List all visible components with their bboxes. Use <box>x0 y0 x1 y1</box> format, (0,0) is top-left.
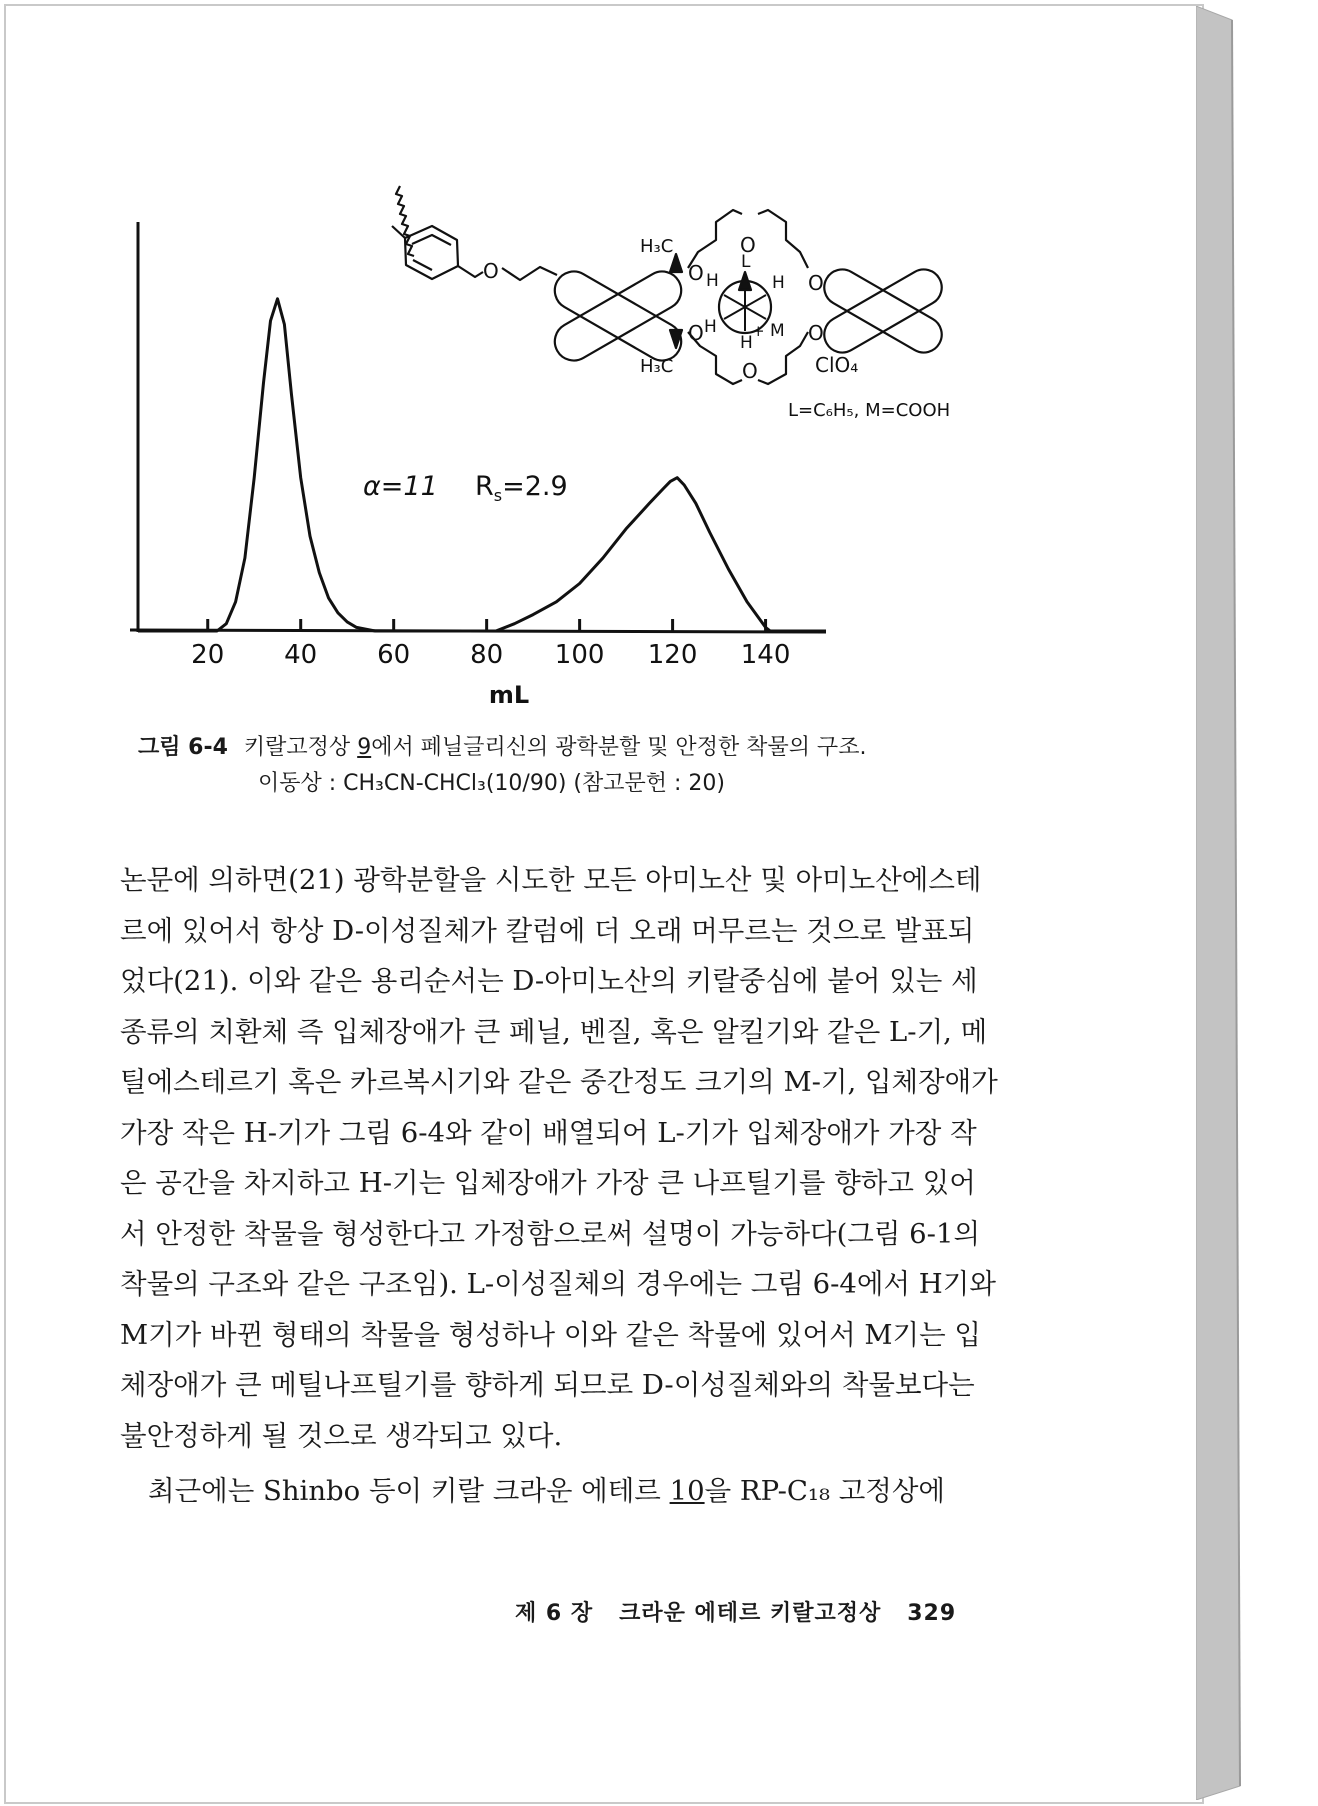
h3c-top-label: H₃C <box>640 236 674 257</box>
chromatogram-trace <box>138 299 826 631</box>
caption-label: 그림 6-4 <box>138 735 228 760</box>
perchlorate-label: ClO₄ <box>815 353 859 377</box>
figure-6-4 <box>0 0 1318 720</box>
o-label-3: O <box>808 271 824 295</box>
paragraph-2-text-b: 을 RP-C₁₈ 고정상에 <box>704 1475 945 1507</box>
h3c-bottom-label: H₃C <box>640 356 674 377</box>
footer-page-number: 329 <box>907 1601 957 1626</box>
h-label-2: H <box>772 273 785 293</box>
benzene-ring <box>405 226 458 279</box>
alpha-value: α=11 <box>363 471 438 502</box>
x-tick-label-100: 100 <box>554 640 605 670</box>
caption-line-1 <box>138 730 1138 766</box>
paragraph-2 <box>120 1466 1000 1517</box>
rs-symbol: R <box>475 471 494 502</box>
left-naphthyl-bar <box>548 265 688 368</box>
h-label-4: H <box>740 333 753 353</box>
o-label-1: O <box>688 261 704 285</box>
o-label-2: O <box>740 233 756 257</box>
caption-line-2: 이동상 : CH₃CN-CHCl₃(10/90) (참고문헌 : 20) <box>258 771 725 796</box>
footer-title: 크라운 에테르 키랄고정상 <box>619 1601 882 1626</box>
h-label-1: H <box>706 271 719 291</box>
body-text <box>120 855 1000 1517</box>
o-label-5: O <box>742 359 758 383</box>
caption-compound-number: 9 <box>357 735 372 760</box>
rs-number: =2.9 <box>502 471 568 502</box>
paragraph-2-compound-number: 10 <box>669 1475 705 1507</box>
benzene-inner-bonds <box>412 235 451 245</box>
right-naphthyl-bar <box>818 263 949 359</box>
x-tick-label-140: 140 <box>740 640 791 670</box>
paragraph-1: 논문에 의하면(21) 광학분할을 시도한 모든 아미노산 및 아미노산에스테르에 있어서 항상 D-이성질체가 칼럼에 더 오래 머무르는 것으로 발표되었다(21). 이와 같은 용리순서는 D-아미노산의 키랄중심에 붙어 있는 세 종류의 치환체 즉 입체장애가 큰 페닐, 벤질, 혹은 알킬기와 같은 L-기, 메틸에스테르기 혹은 카르복시기와 같은 중간정도 크기의 M-기, 입체장애가 가장 작은 H-기가 그림 6-4와 같이 배열되어 L-기가 입체장애가 가장 작은 공간을 차지하고 H-기는 입체장애가 가장 큰 나프틸기를 향하고 있어서 안정한 착물을 형성한다고 가정함으로써 설명이 가능하다(그림 6-1의 착물의 구조와 같은 구조임). L-이성질체의 경우에는 그림 6-4에서 H기와 M기가 바뀐 형태의 착물을 형성하나 이와 같은 착물에 있어서 M기는 입체장애가 큰 메틸나프틸기를 향하게 되므로 D-이성질체와의 착물보다는 불안정하게 될 것으로 생각되고 있다. <box>120 864 998 1452</box>
x-tick-label-40: 40 <box>284 640 318 670</box>
x-tick-label-60: 60 <box>377 640 411 670</box>
structure-labels <box>483 233 950 421</box>
right-naphthyl-bar-2 <box>818 263 949 359</box>
polymer-bond <box>392 226 405 238</box>
h-label-3: H <box>704 317 717 337</box>
x-axis-title: mL <box>488 681 530 709</box>
figure-caption <box>138 730 1138 802</box>
page-footer <box>515 1596 956 1627</box>
substituent-legend: L=C₆H₅, M=COOH <box>788 400 951 421</box>
m-label: M <box>770 321 785 341</box>
caption-text-b: 에서 페닐글리신의 광학분할 및 안정한 착물의 구조. <box>371 735 867 760</box>
paragraph-2-text-a: 최근에는 Shinbo 등이 키랄 크라운 에테르 <box>148 1475 670 1507</box>
crown-ether-structure <box>392 186 948 384</box>
left-naphthyl-bar-2 <box>548 265 688 368</box>
rs-value <box>475 471 568 505</box>
x-tick-label-120: 120 <box>647 640 698 670</box>
caption-text-a: 키랄고정상 <box>243 735 358 760</box>
o-linker-label: O <box>483 259 499 283</box>
o-label-4: O <box>688 321 704 345</box>
footer-chapter: 제 6 장 <box>515 1601 594 1626</box>
rs-subscript: s <box>493 486 503 505</box>
ether-linker <box>458 266 483 277</box>
l-label: L <box>741 252 751 272</box>
x-tick-label-20: 20 <box>191 640 225 670</box>
x-tick-label-80: 80 <box>470 640 504 670</box>
plus-label: + <box>752 322 765 340</box>
o-label-6: O <box>808 321 824 345</box>
